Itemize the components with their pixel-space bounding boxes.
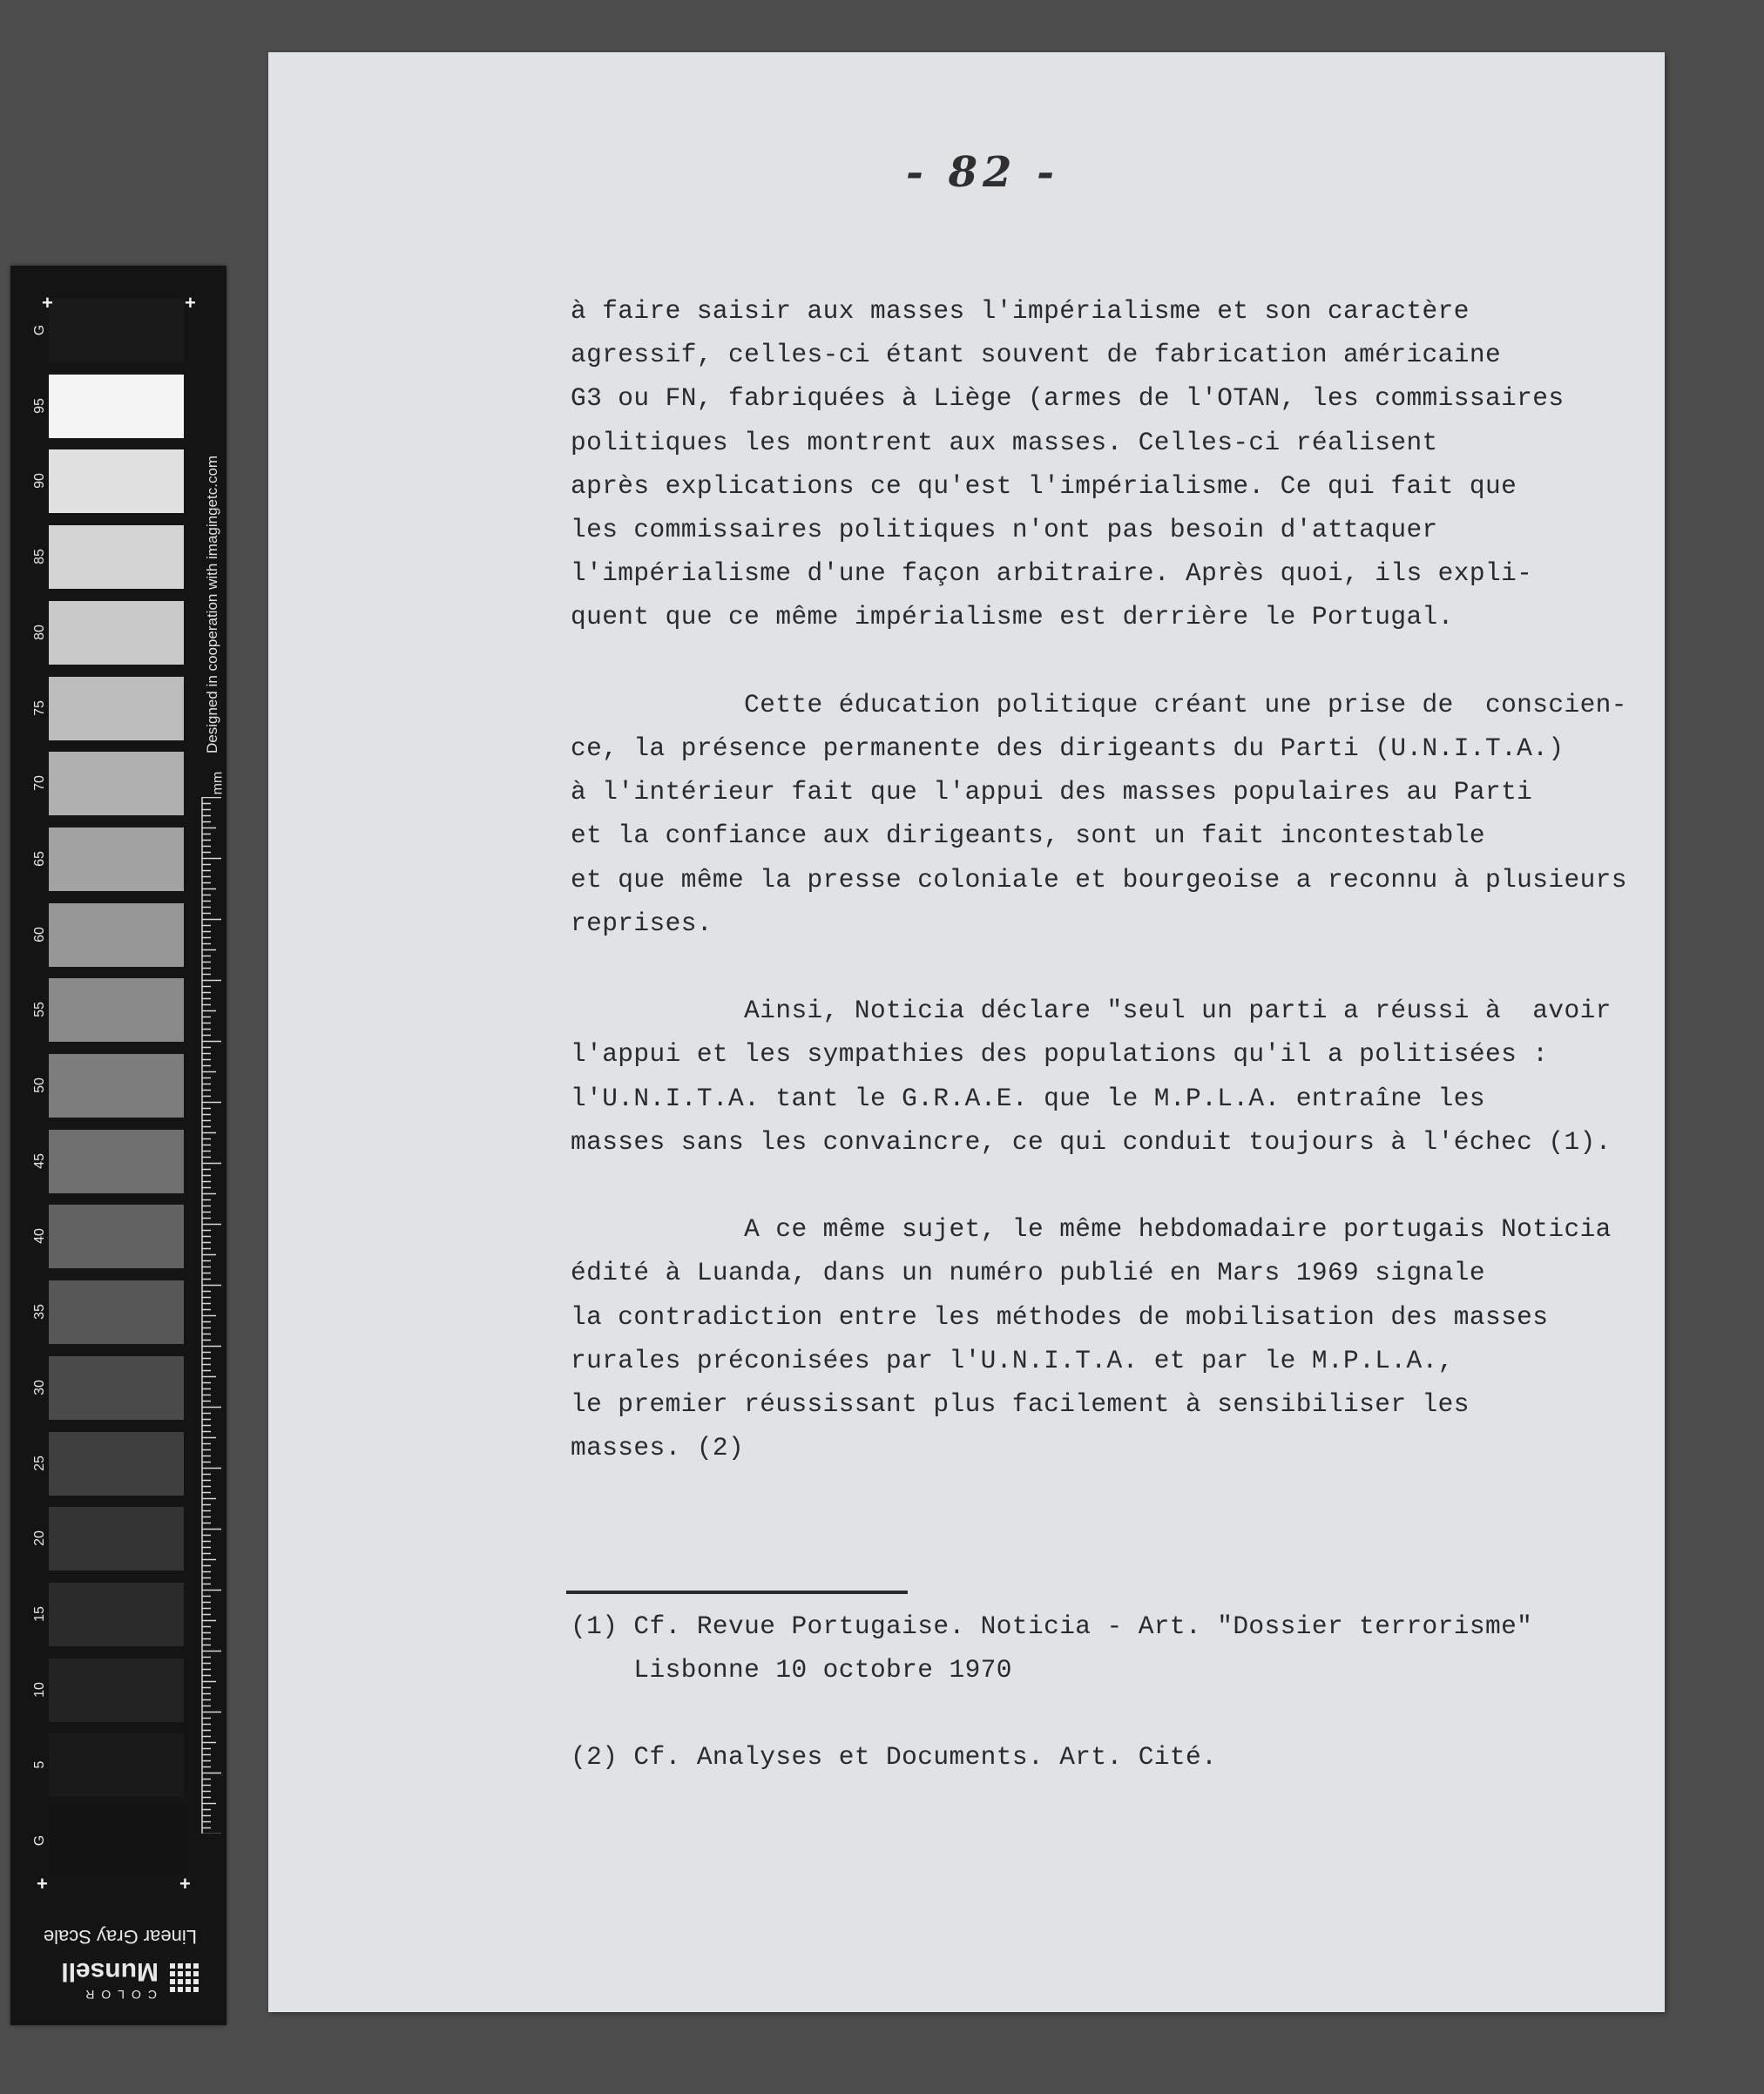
- footnotes: [571, 1604, 1532, 1780]
- text-line: reprises.: [571, 908, 713, 938]
- text-line: après explications ce qu'est l'impérialisme. Ce qui fait que: [571, 470, 1517, 501]
- paragraph: [571, 289, 1627, 639]
- text-line: politiques les montrent aux masses. Celles-ci réalisent: [571, 427, 1438, 457]
- scale-number: 35: [32, 1304, 47, 1320]
- text-line: quent que ce même impérialisme est derrière le Portugal.: [571, 602, 1454, 632]
- gray-patch: [49, 1205, 184, 1268]
- scale-number: 75: [32, 699, 47, 716]
- mm-ruler: [200, 797, 223, 1834]
- gray-patch: [49, 1280, 184, 1344]
- scale-number: 80: [32, 624, 47, 640]
- page-number: - 82 -: [906, 148, 1060, 197]
- designed-credit: Designed in cooperation with imagingetc.com: [204, 455, 220, 753]
- scale-number: G: [32, 1834, 47, 1847]
- gray-patch: [49, 752, 184, 815]
- gray-patch: [49, 1130, 184, 1193]
- text-line: l'appui et les sympathies des populations qu'il a politisées :: [571, 1039, 1549, 1070]
- text-line: l'U.N.I.T.A. tant le G.R.A.E. que le M.P.L.A. entraîne les: [571, 1083, 1485, 1113]
- gray-patch: [49, 601, 184, 665]
- mm-label: mm: [210, 771, 226, 795]
- gray-patch: [49, 1432, 184, 1496]
- text-line: A ce même sujet, le même hebdomadaire portugais Noticia: [571, 1214, 1612, 1245]
- plus-mark-top-right: +: [185, 292, 196, 314]
- gray-patch: [49, 299, 184, 362]
- footnote-rule: [566, 1591, 908, 1594]
- brand-sub: COLOR: [78, 1988, 157, 2002]
- paragraph-gap: [571, 639, 1627, 683]
- scale-number: 30: [32, 1379, 47, 1395]
- gray-patch: [49, 827, 184, 891]
- scale-number: 90: [32, 473, 47, 490]
- gray-patch: [49, 525, 184, 589]
- scale-number: G: [32, 324, 47, 336]
- body-text: [571, 289, 1627, 1469]
- text-line: rurales préconisées par l'U.N.I.T.A. et par le M.P.L.A.,: [571, 1345, 1454, 1375]
- scale-number: 70: [32, 775, 47, 792]
- text-line: ce, la présence permanente des dirigeants du Parti (U.N.I.T.A.): [571, 733, 1565, 764]
- scale-number: 85: [32, 549, 47, 564]
- text-line: Ainsi, Noticia déclare "seul un parti a réussi à avoir: [571, 996, 1612, 1026]
- text-line: à l'intérieur fait que l'appui des masses populaires au Parti: [571, 777, 1533, 807]
- paragraph: [571, 989, 1627, 1164]
- plus-mark-bottom-left: +: [37, 1873, 48, 1895]
- munsell-logo-icon: [167, 1963, 199, 1995]
- text-line: G3 ou FN, fabriquées à Liège (armes de l'OTAN, les commissaires: [571, 383, 1565, 414]
- plus-mark-top-left: +: [42, 292, 53, 314]
- text-line: et que même la presse coloniale et bourgeoise a reconnu à plusieurs: [571, 864, 1627, 895]
- brand-name: Munsell: [61, 1957, 159, 1986]
- scale-number: 55: [32, 1002, 47, 1018]
- scale-number: 15: [32, 1606, 47, 1622]
- footnote-line: (2) Cf. Analyses et Documents. Art. Cité.: [571, 1742, 1218, 1773]
- scale-number: 10: [32, 1681, 47, 1698]
- text-line: l'impérialisme d'une façon arbitraire. Après quoi, ils expli-: [571, 558, 1533, 589]
- footnote-line: Lisbonne 10 octobre 1970: [571, 1655, 1012, 1685]
- munsell-brand: [37, 1916, 202, 2012]
- text-line: à faire saisir aux masses l'impérialisme et son caractère: [571, 296, 1470, 326]
- paragraph-gap: [571, 945, 1627, 989]
- gray-patch: [49, 1356, 184, 1420]
- footnote: [571, 1604, 1532, 1692]
- text-line: agressif, celles-ci étant souvent de fabrication américaine: [571, 340, 1502, 370]
- scale-number: 65: [32, 851, 47, 867]
- footnote-gap: [571, 1692, 1532, 1735]
- gray-patch: [49, 1733, 184, 1797]
- gray-patch: [49, 1054, 184, 1118]
- scale-number: 50: [32, 1077, 47, 1093]
- scale-number: 45: [32, 1152, 47, 1169]
- gray-patch: [49, 1658, 184, 1722]
- text-line: Cette éducation politique créant une prise de conscien-: [571, 689, 1627, 719]
- text-line: les commissaires politiques n'ont pas besoin d'attaquer: [571, 515, 1438, 545]
- text-line: le premier réussissant plus facilement à sensibiliser les: [571, 1389, 1470, 1420]
- gray-patch: [49, 978, 184, 1042]
- scale-number: 60: [32, 926, 47, 942]
- text-line: et la confiance aux dirigeants, sont un fait incontestable: [571, 821, 1485, 851]
- scale-number: 20: [32, 1530, 47, 1547]
- gray-patch: [49, 1507, 184, 1570]
- gray-scale-card: [10, 266, 226, 2025]
- scale-number: 40: [32, 1228, 47, 1245]
- scale-number: 95: [32, 397, 47, 414]
- text-line: la contradiction entre les méthodes de mobilisation des masses: [571, 1301, 1549, 1332]
- paragraph-gap: [571, 1164, 1627, 1207]
- plus-mark-bottom-right: +: [179, 1873, 191, 1895]
- text-line: édité à Luanda, dans un numéro publié en Mars 1969 signale: [571, 1258, 1485, 1288]
- gray-patch: [49, 1583, 184, 1646]
- scale-number: 25: [32, 1455, 47, 1471]
- paragraph: [571, 683, 1627, 945]
- gray-patch: [49, 1809, 184, 1873]
- scale-number: 5: [32, 1760, 47, 1769]
- text-line: masses. (2): [571, 1433, 745, 1463]
- gray-patch: [49, 903, 184, 967]
- gray-patch: [49, 677, 184, 740]
- footnote-line: (1) Cf. Revue Portugaise. Noticia - Art. "Dossier terrorisme": [571, 1611, 1533, 1641]
- footnote: [571, 1735, 1532, 1779]
- text-line: masses sans les convaincre, ce qui conduit toujours à l'échec (1).: [571, 1126, 1612, 1157]
- gray-patch: [49, 375, 184, 438]
- brand-product: Linear Gray Scale: [43, 1926, 197, 1948]
- paragraph: [571, 1207, 1627, 1469]
- gray-patch: [49, 449, 184, 513]
